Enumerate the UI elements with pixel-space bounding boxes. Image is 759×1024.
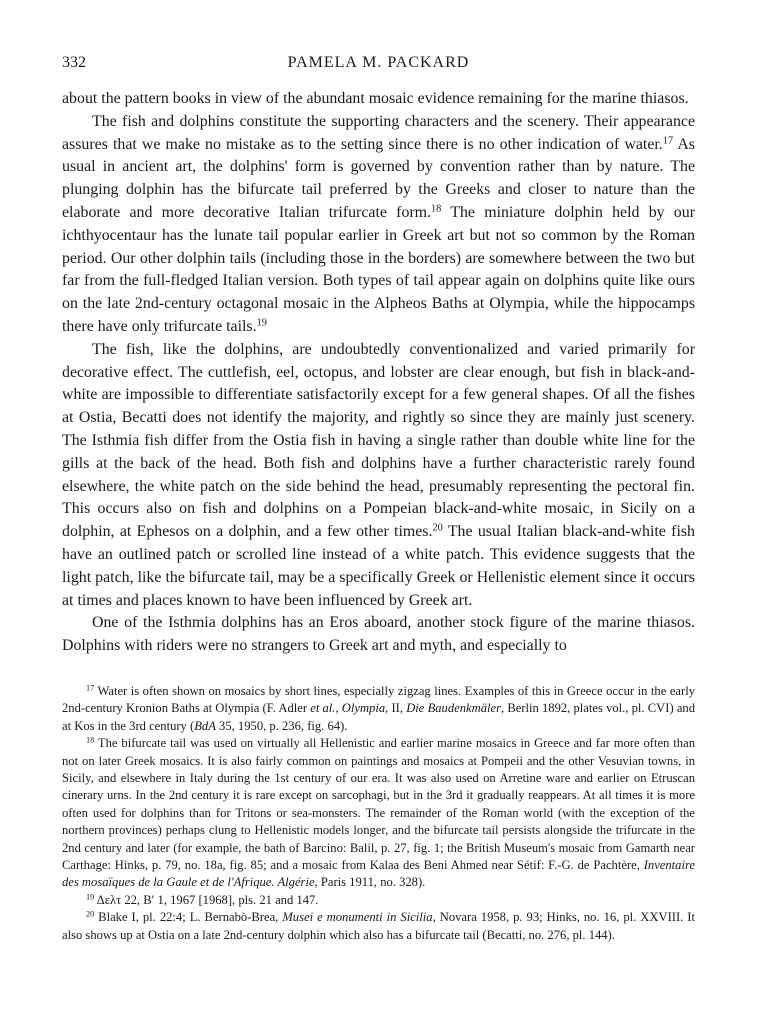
footnote-18: $^{18}$ The bifurcate tail was used on virtually all Hellenistic and earlier marine mosaics in Greece and far more often than not on later Greek mosaics. It is also fairly common on paintings and mosaics at Pompeii and the other Vesuvian towns, in Sicily, and elsewhere in Italy during the 1st century of our era. It was also used on Arretine ware and earlier on Etruscan cinerary urns. In the 2nd century it is rare except on sarcophagi, but in the 3rd it gradually reappears. At all times it is more often used for dolphins than for Tritons or sea-monsters. The remainder of the Roman world (with the exception of the northern provinces) perhaps clung to Hellenistic models longer, and the bifurcate tail persists alongside the trifurcate in the 2nd century and later (for example, the bath of Barcino: Balil, p. 27, fig. 1; the British Museum's mosaic from Gamarth near Carthage: Hinks, p. 79, no. 18a, fig. 85; and a mosaic from Kalaa des Beni Ahmed near Sétif: F.-G. de Pachtère, Inventaire des mosaïques de la Gaule et de l'Afrique. Algérie, Paris 1911, no. 328).: [62, 735, 695, 890]
footnote-17: $^{17}$ Water is often shown on mosaics by short lines, especially zigzag lines. Examples of this in Greece occur in the early 2nd-century Kronion Baths at Olympia (F. Adler et al., Olympia, II, Die Baudenkmäler, Berlin 1892, plates vol., pl. CVI) and at Kos in the 3rd century (BdA 35, 1950, p. 236, fig. 64).: [62, 683, 695, 733]
paragraph-4: One of the Isthmia dolphins has an Eros aboard, another stock figure of the marine thiasos. Dolphins with riders were no strangers to Greek art and myth, and especially to: [62, 614, 695, 655]
footnote-ref-20[interactable]: 20: [432, 522, 443, 534]
footnote-number: 19: [86, 892, 95, 902]
footnote-number: 17: [86, 683, 95, 693]
footnotes: [62, 683, 695, 944]
running-title: PAMELA M. PACKARD: [287, 54, 470, 71]
footnote-ref-19[interactable]: 19: [256, 317, 267, 329]
paragraph-2: The fish and dolphins constitute the supporting characters and the scenery. Their appearance assures that we make no mistake as to the setting since there is no other indication of water.$^{17}$ As usual in ancient art, the dolphins' form is governed by convention rather than by nature. The plunging dolphin has the bifurcate tail preferred by the Greeks and closer to nature than the elaborate and more decorative Italian trifurcate form.$^{18}$ The miniature dolphin held by our ichthyocentaur has the lunate tail popular earlier in Greek art but not so common by the Roman period. Our other dolphin tails (including those in the borders) are somewhere between the two but far from the full-fledged Italian version. Both types of tail appear again on dolphins quite like ours on the late 2nd-century octagonal mosaic in the Alpheos Baths at Olympia, while the hippocamps there have only trifurcate tails.$^{19}$: [62, 112, 695, 335]
main-text: [62, 88, 695, 658]
footnote-number: 20: [86, 909, 95, 919]
paragraph-3: The fish, like the dolphins, are undoubtedly conventionalized and varied primarily for decorative effect. The cuttlefish, eel, octopus, and lobster are clear enough, but fish in black-and-white are impossible to differentiate satisfactorily except for a few general shapes. Of all the fishes at Ostia, Becatti does not identify the majority, and rightly so since they are mainly just scenery. The Isthmia fish differ from the Ostia fish in having a single rather than double white line for the gills at the back of the head. Both fish and dolphins have a further characteristic rarely found elsewhere, the white patch on the side behind the head, presumably representing the pectoral fin. This occurs also on fish and dolphins on a Pompeian black-and-white mosaic, in Sicily on a dolphin, at Ephesos on a dolphin, and a few other times.$^{20}$ The usual Italian black-and-white fish have an outlined patch or scrolled line instead of a white patch. This evidence suggests that the light patch, like the bifurcate tail, may be a specifically Greek or Hellenistic element since it occurs at times and places known to have been influenced by Greek art.: [62, 340, 696, 609]
footnote-20: $^{20}$ Blake I, pl. 22:4; L. Bernabò-Brea, Musei e monumenti in Sicilia, Novara 1958, p. 93; Hinks, no. 16, pl. XXVIII. It also shows up at Ostia on a late 2nd-century dolphin which also has a bifurcate tail (Becatti, no. 276, pl. 144).: [62, 909, 695, 942]
paragraph-1: about the pattern books in view of the abundant mosaic evidence remaining for the marine thiasos.: [62, 90, 689, 107]
footnote-ref-18[interactable]: 18: [431, 203, 442, 215]
page-header: [62, 54, 695, 74]
footnote-19: $^{19}$ Δελτ 22, B′ 1, 1967 [1968], pls. 21 and 147.: [86, 892, 319, 907]
footnote-ref-17[interactable]: 17: [662, 134, 674, 146]
footnote-number: 18: [86, 735, 95, 745]
page-number: 332: [62, 54, 86, 71]
